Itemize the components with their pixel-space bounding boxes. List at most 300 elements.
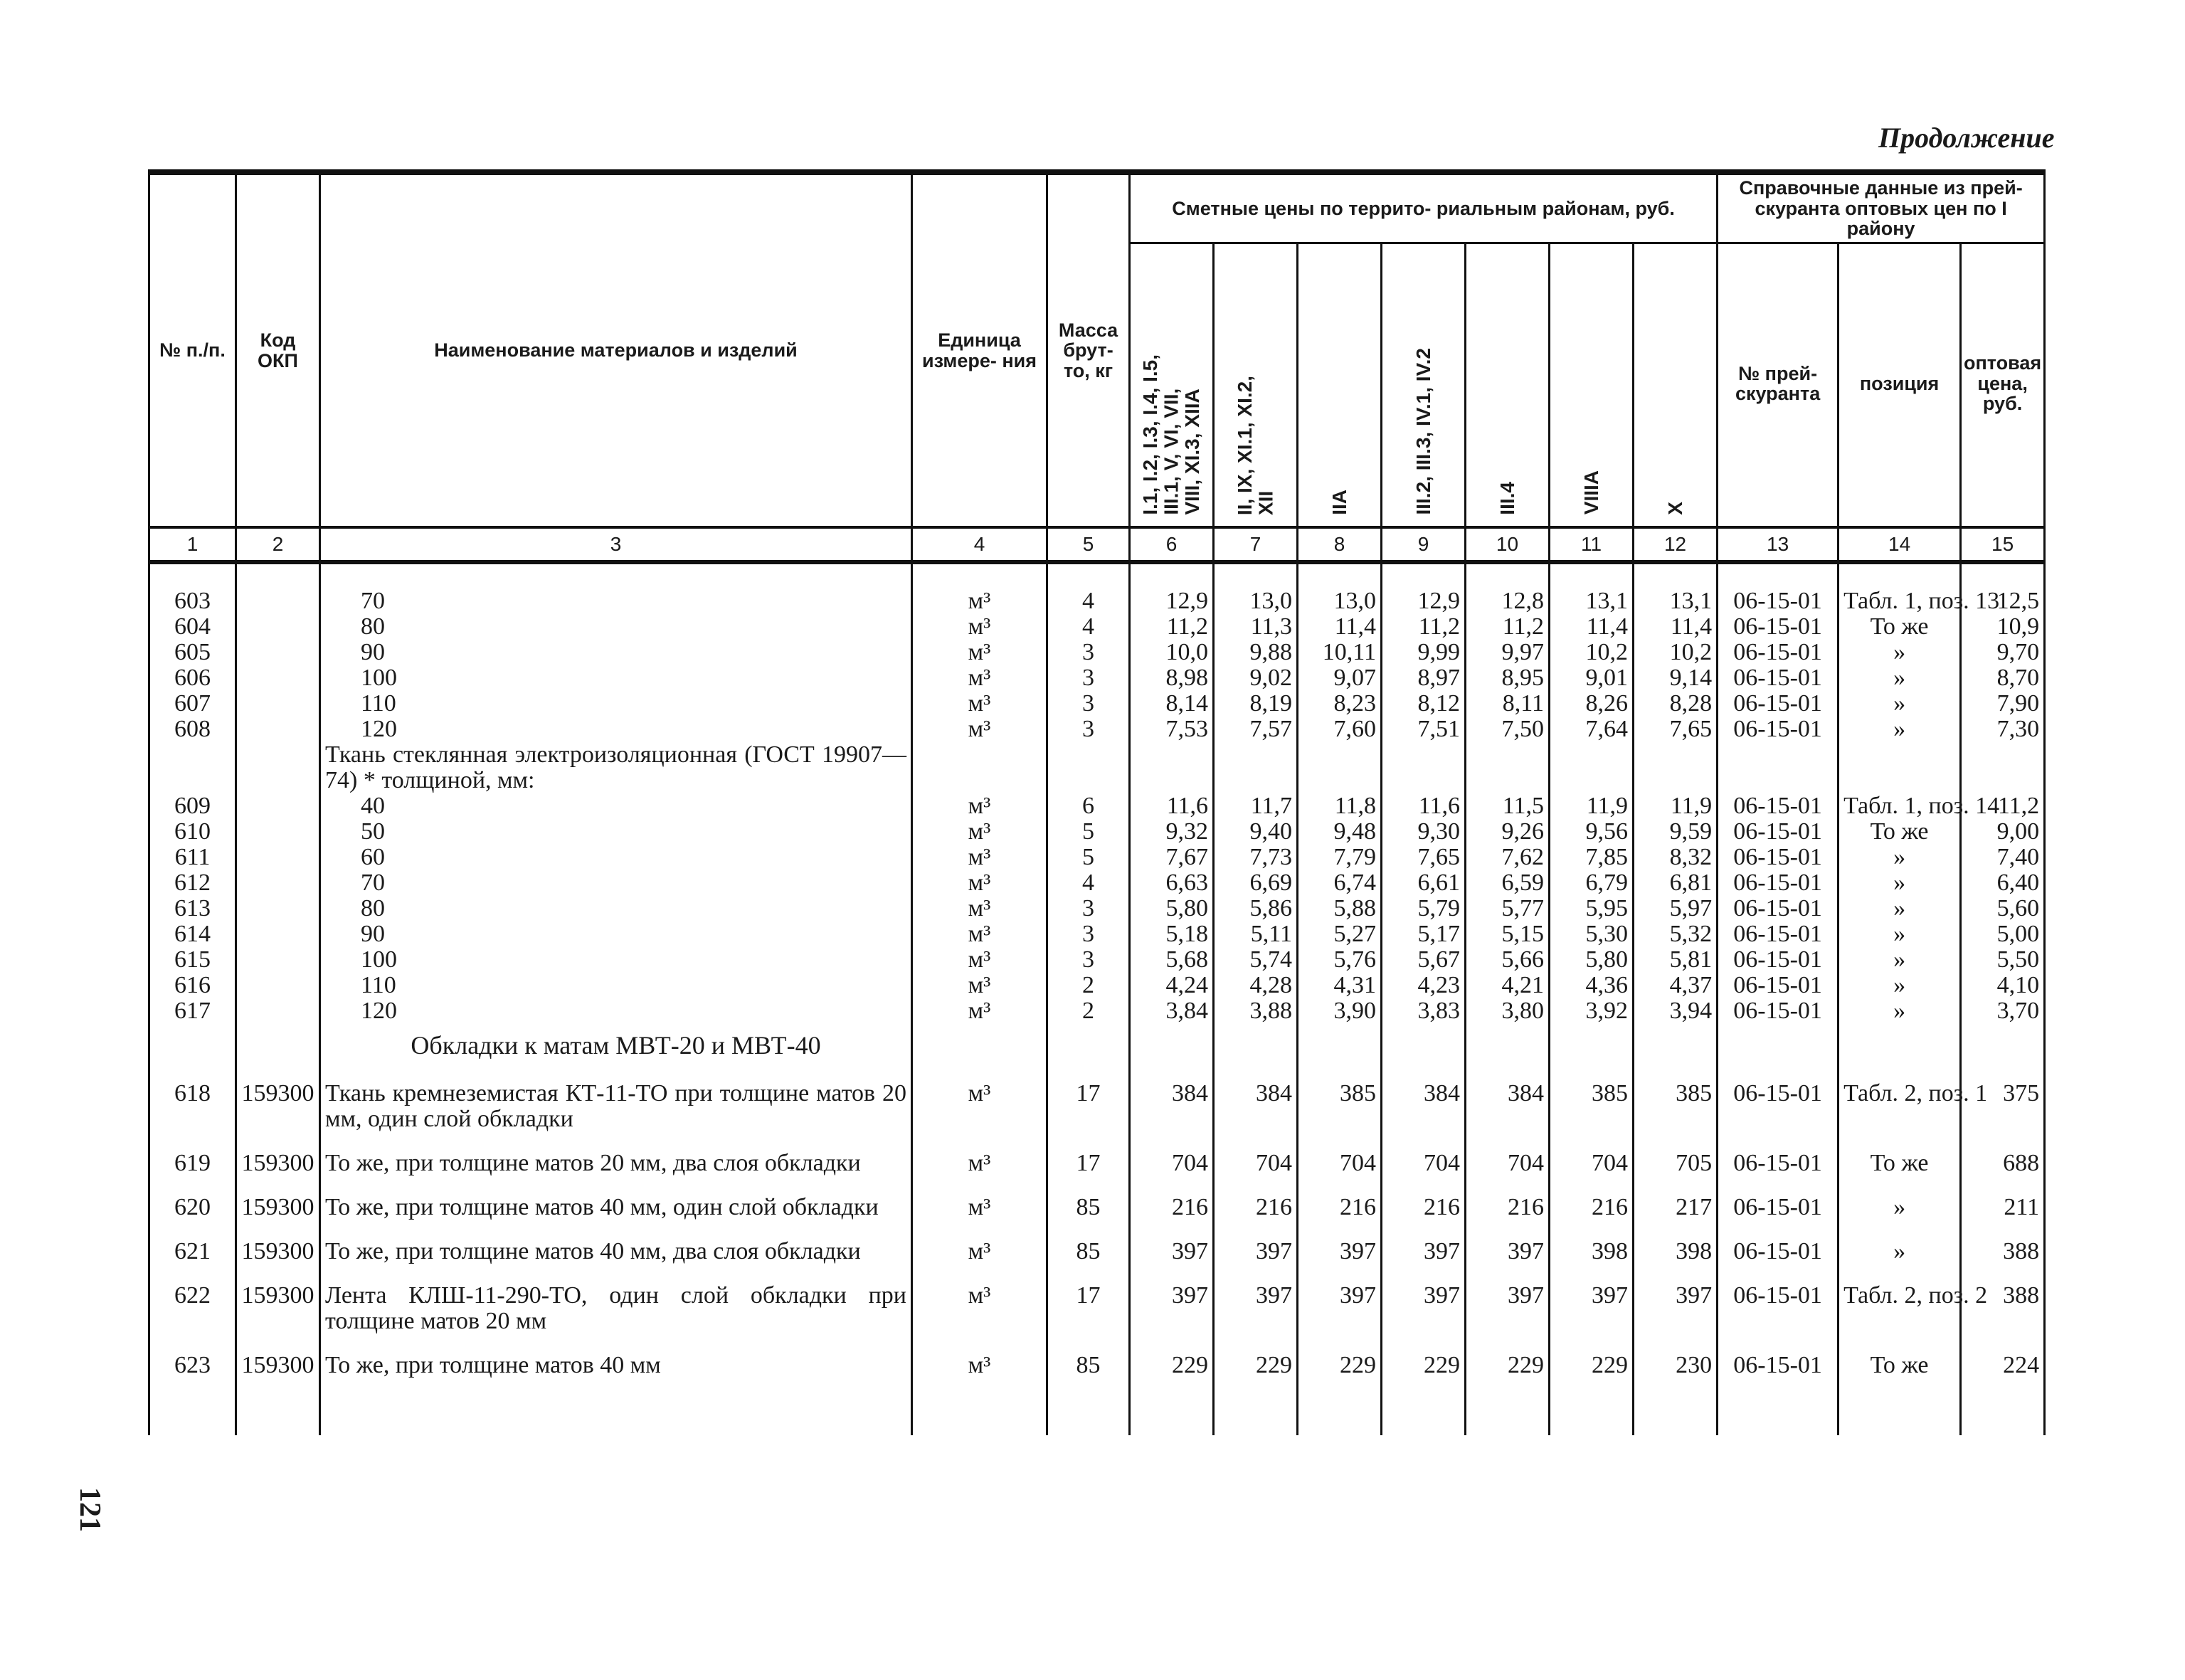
- column-number: 14: [1839, 527, 1961, 562]
- price-region-8: 216: [1298, 1176, 1382, 1220]
- price-region-9: 5,17: [1382, 921, 1466, 947]
- price-region-10: 6,59: [1466, 870, 1550, 896]
- row-number: 614: [149, 921, 236, 947]
- wholesale-price: 9,70: [1961, 640, 2045, 665]
- unit: м³: [912, 614, 1047, 640]
- price-region-10: 3,80: [1466, 998, 1550, 1024]
- price-region-9: 7,51: [1382, 717, 1466, 742]
- mass: 17: [1047, 1132, 1130, 1176]
- price-region-9: 8,97: [1382, 665, 1466, 691]
- price-region-7: 397: [1214, 1220, 1298, 1264]
- okp-code: [236, 614, 320, 640]
- okp-code: [236, 819, 320, 845]
- unit: м³: [912, 1176, 1047, 1220]
- wholesale-price: 7,30: [1961, 717, 2045, 742]
- position: »: [1839, 896, 1961, 921]
- material-name: Ткань кремнеземистая КТ-11-ТО при толщине матов 20 мм, один слой обкладки: [320, 1081, 912, 1132]
- price-region-6: 4,24: [1130, 973, 1214, 998]
- mass: 2: [1047, 998, 1130, 1024]
- header-region-col-12-text: X: [1663, 501, 1686, 515]
- okp-code: 159300: [236, 1132, 320, 1176]
- empty-cell: [1550, 742, 1634, 793]
- row-number: 608: [149, 717, 236, 742]
- price-region-9: 11,2: [1382, 614, 1466, 640]
- price-region-8: 5,76: [1298, 947, 1382, 973]
- price-region-10: 12,8: [1466, 562, 1550, 614]
- header-unit: Единица измере- ния: [912, 172, 1047, 527]
- wholesale-price: 224: [1961, 1334, 2045, 1435]
- price-region-9: 229: [1382, 1334, 1466, 1435]
- material-name: 60: [320, 845, 912, 870]
- header-region-col-12: [1634, 243, 1718, 528]
- wholesale-price: 7,40: [1961, 845, 2045, 870]
- pricelist-number: 06-15-01: [1718, 973, 1839, 998]
- empty-cell: [1466, 1024, 1550, 1081]
- header-region-col-7: [1214, 243, 1298, 528]
- position: »: [1839, 665, 1961, 691]
- price-region-6: 8,14: [1130, 691, 1214, 717]
- column-number: 11: [1550, 527, 1634, 562]
- price-region-6: 229: [1130, 1334, 1214, 1435]
- material-name: 100: [320, 665, 912, 691]
- price-region-9: 704: [1382, 1132, 1466, 1176]
- pricelist-number: 06-15-01: [1718, 793, 1839, 819]
- okp-code: [236, 717, 320, 742]
- price-region-12: 3,94: [1634, 998, 1718, 1024]
- price-region-6: 704: [1130, 1132, 1214, 1176]
- price-region-8: 5,88: [1298, 896, 1382, 921]
- empty-cell: [1214, 1024, 1298, 1081]
- column-number: 2: [236, 527, 320, 562]
- price-region-7: 13,0: [1214, 562, 1298, 614]
- table-row: [149, 1132, 2045, 1176]
- row-number: 619: [149, 1132, 236, 1176]
- okp-code: [236, 562, 320, 614]
- table-row: [149, 973, 2045, 998]
- price-region-11: 229: [1550, 1334, 1634, 1435]
- material-name: 50: [320, 819, 912, 845]
- price-region-7: 5,86: [1214, 896, 1298, 921]
- price-region-12: 6,81: [1634, 870, 1718, 896]
- mass: 2: [1047, 973, 1130, 998]
- unit: м³: [912, 665, 1047, 691]
- mass: 5: [1047, 845, 1130, 870]
- mass: 3: [1047, 717, 1130, 742]
- price-region-10: 384: [1466, 1081, 1550, 1132]
- wholesale-price: 8,70: [1961, 665, 2045, 691]
- price-region-9: 4,23: [1382, 973, 1466, 998]
- row-number: 611: [149, 845, 236, 870]
- price-region-6: 11,6: [1130, 793, 1214, 819]
- price-region-6: 5,18: [1130, 921, 1214, 947]
- empty-cell: [1718, 1024, 1839, 1081]
- group-heading: Ткань стеклянная электроизоляционная (ГОСТ 19907—74) * толщиной, мм:: [320, 742, 912, 793]
- price-region-10: 11,2: [1466, 614, 1550, 640]
- position: Табл. 2, поз. 2: [1839, 1264, 1961, 1334]
- price-region-6: 397: [1130, 1264, 1214, 1334]
- price-region-11: 10,2: [1550, 640, 1634, 665]
- price-region-8: 4,31: [1298, 973, 1382, 998]
- pricelist-number: 06-15-01: [1718, 1081, 1839, 1132]
- price-region-12: 9,14: [1634, 665, 1718, 691]
- price-region-11: 397: [1550, 1264, 1634, 1334]
- empty-cell: [1130, 742, 1214, 793]
- okp-code: 159300: [236, 1220, 320, 1264]
- okp-code: [236, 921, 320, 947]
- price-region-8: 397: [1298, 1220, 1382, 1264]
- price-region-10: 8,95: [1466, 665, 1550, 691]
- header-region-col-11: [1550, 243, 1634, 528]
- section-heading: Обкладки к матам МВТ-20 и МВТ-40: [320, 1024, 912, 1081]
- row-number: 617: [149, 998, 236, 1024]
- mass: 3: [1047, 691, 1130, 717]
- header-region-col-6: [1130, 243, 1214, 528]
- header-region-col-9-text: III.2, III.3, IV.1, IV.2: [1412, 348, 1434, 515]
- price-region-9: 12,9: [1382, 562, 1466, 614]
- section-heading-row: [149, 1024, 2045, 1081]
- price-region-12: 5,81: [1634, 947, 1718, 973]
- empty-cell: [1634, 742, 1718, 793]
- price-region-8: 229: [1298, 1334, 1382, 1435]
- price-region-7: 229: [1214, 1334, 1298, 1435]
- unit: м³: [912, 793, 1047, 819]
- price-region-9: 9,30: [1382, 819, 1466, 845]
- table-row: [149, 640, 2045, 665]
- header-wholesale-price: оптовая цена, руб.: [1961, 243, 2045, 528]
- price-region-12: 9,59: [1634, 819, 1718, 845]
- unit: м³: [912, 947, 1047, 973]
- wholesale-price: 5,60: [1961, 896, 2045, 921]
- wholesale-price: 388: [1961, 1264, 2045, 1334]
- empty-cell: [1839, 1024, 1961, 1081]
- price-region-7: 9,40: [1214, 819, 1298, 845]
- price-region-6: 5,80: [1130, 896, 1214, 921]
- position: »: [1839, 691, 1961, 717]
- header-region-col-9: [1382, 243, 1466, 528]
- material-name: То же, при толщине матов 20 мм, два слоя обкладки: [320, 1132, 912, 1176]
- material-name: 80: [320, 896, 912, 921]
- pricelist-number: 06-15-01: [1718, 921, 1839, 947]
- price-region-12: 10,2: [1634, 640, 1718, 665]
- price-region-11: 6,79: [1550, 870, 1634, 896]
- row-number: 623: [149, 1334, 236, 1435]
- unit: м³: [912, 845, 1047, 870]
- mass: 17: [1047, 1264, 1130, 1334]
- column-number: 13: [1718, 527, 1839, 562]
- price-region-11: 8,26: [1550, 691, 1634, 717]
- price-region-10: 397: [1466, 1264, 1550, 1334]
- pricelist-number: 06-15-01: [1718, 1176, 1839, 1220]
- mass: 85: [1047, 1220, 1130, 1264]
- page-number: 121: [73, 1487, 106, 1532]
- price-region-9: 5,67: [1382, 947, 1466, 973]
- price-region-7: 9,02: [1214, 665, 1298, 691]
- price-region-11: 4,36: [1550, 973, 1634, 998]
- table-row: [149, 793, 2045, 819]
- mass: 3: [1047, 921, 1130, 947]
- table-row: [149, 1264, 2045, 1334]
- empty-cell: [1214, 742, 1298, 793]
- table-row: [149, 896, 2045, 921]
- price-region-6: 397: [1130, 1220, 1214, 1264]
- price-region-8: 9,07: [1298, 665, 1382, 691]
- position: »: [1839, 1176, 1961, 1220]
- position: Табл. 2, поз. 1: [1839, 1081, 1961, 1132]
- price-table: [148, 169, 2046, 1435]
- unit: м³: [912, 921, 1047, 947]
- price-region-12: 7,65: [1634, 717, 1718, 742]
- header-reference-data-group: Справочные данные из прей- скуранта оптовых цен по I району: [1718, 172, 2045, 243]
- price-region-10: 9,97: [1466, 640, 1550, 665]
- pricelist-number: 06-15-01: [1718, 665, 1839, 691]
- empty-cell: [1718, 742, 1839, 793]
- price-region-8: 5,27: [1298, 921, 1382, 947]
- row-number: 620: [149, 1176, 236, 1220]
- table-row: [149, 1081, 2045, 1132]
- price-region-11: 9,01: [1550, 665, 1634, 691]
- empty-cell: [1047, 1024, 1130, 1081]
- pricelist-number: 06-15-01: [1718, 1334, 1839, 1435]
- empty-cell: [149, 742, 236, 793]
- mass: 3: [1047, 640, 1130, 665]
- price-region-8: 704: [1298, 1132, 1382, 1176]
- position: То же: [1839, 614, 1961, 640]
- wholesale-price: 211: [1961, 1176, 2045, 1220]
- empty-cell: [1382, 742, 1466, 793]
- price-region-11: 5,30: [1550, 921, 1634, 947]
- position: »: [1839, 640, 1961, 665]
- price-region-12: 11,4: [1634, 614, 1718, 640]
- header-position: позиция: [1839, 243, 1961, 528]
- price-region-8: 3,90: [1298, 998, 1382, 1024]
- price-region-6: 384: [1130, 1081, 1214, 1132]
- mass: 5: [1047, 819, 1130, 845]
- pricelist-number: 06-15-01: [1718, 640, 1839, 665]
- price-region-7: 3,88: [1214, 998, 1298, 1024]
- price-region-9: 384: [1382, 1081, 1466, 1132]
- continued-label: Продолжение: [1878, 122, 2055, 154]
- price-region-6: 7,53: [1130, 717, 1214, 742]
- price-region-9: 6,61: [1382, 870, 1466, 896]
- empty-cell: [149, 1024, 236, 1081]
- wholesale-price: 9,00: [1961, 819, 2045, 845]
- price-region-10: 5,77: [1466, 896, 1550, 921]
- position: То же: [1839, 1132, 1961, 1176]
- empty-cell: [1047, 742, 1130, 793]
- position: »: [1839, 947, 1961, 973]
- unit: м³: [912, 998, 1047, 1024]
- unit: м³: [912, 717, 1047, 742]
- pricelist-number: 06-15-01: [1718, 717, 1839, 742]
- pricelist-number: 06-15-01: [1718, 1264, 1839, 1334]
- wholesale-price: 388: [1961, 1220, 2045, 1264]
- okp-code: 159300: [236, 1176, 320, 1220]
- table-row: [149, 691, 2045, 717]
- wholesale-price: 5,50: [1961, 947, 2045, 973]
- position: То же: [1839, 819, 1961, 845]
- wholesale-price: 375: [1961, 1081, 2045, 1132]
- material-name: То же, при толщине матов 40 мм, один слой обкладки: [320, 1176, 912, 1220]
- position: Табл. 1, поз. 13: [1839, 562, 1961, 614]
- price-region-11: 216: [1550, 1176, 1634, 1220]
- row-number: 613: [149, 896, 236, 921]
- unit: м³: [912, 562, 1047, 614]
- price-region-12: 8,32: [1634, 845, 1718, 870]
- material-name: 110: [320, 973, 912, 998]
- price-region-10: 8,11: [1466, 691, 1550, 717]
- empty-cell: [912, 742, 1047, 793]
- row-number: 603: [149, 562, 236, 614]
- price-region-7: 9,88: [1214, 640, 1298, 665]
- price-region-9: 11,6: [1382, 793, 1466, 819]
- mass: 3: [1047, 947, 1130, 973]
- price-region-7: 11,3: [1214, 614, 1298, 640]
- table-row: [149, 665, 2045, 691]
- price-region-10: 7,62: [1466, 845, 1550, 870]
- unit: м³: [912, 973, 1047, 998]
- position: То же: [1839, 1334, 1961, 1435]
- price-region-8: 9,48: [1298, 819, 1382, 845]
- okp-code: [236, 845, 320, 870]
- header-mass: Масса брут- то, кг: [1047, 172, 1130, 527]
- price-region-8: 7,79: [1298, 845, 1382, 870]
- unit: м³: [912, 1264, 1047, 1334]
- price-region-9: 397: [1382, 1220, 1466, 1264]
- price-region-7: 384: [1214, 1081, 1298, 1132]
- position: »: [1839, 717, 1961, 742]
- column-number: 9: [1382, 527, 1466, 562]
- price-region-11: 398: [1550, 1220, 1634, 1264]
- price-region-8: 8,23: [1298, 691, 1382, 717]
- price-region-7: 6,69: [1214, 870, 1298, 896]
- unit: м³: [912, 1081, 1047, 1132]
- empty-cell: [1298, 742, 1382, 793]
- pricelist-number: 06-15-01: [1718, 562, 1839, 614]
- header-region-prices-group: Сметные цены по террито- риальным районам, руб.: [1130, 172, 1718, 243]
- table-row: [149, 562, 2045, 614]
- price-region-11: 5,95: [1550, 896, 1634, 921]
- price-region-11: 385: [1550, 1081, 1634, 1132]
- row-number: 610: [149, 819, 236, 845]
- price-region-10: 5,66: [1466, 947, 1550, 973]
- table-row: [149, 614, 2045, 640]
- price-region-10: 9,26: [1466, 819, 1550, 845]
- wholesale-price: 7,90: [1961, 691, 2045, 717]
- price-region-11: 5,80: [1550, 947, 1634, 973]
- header-pricelist-number: № прей- скуранта: [1718, 243, 1839, 528]
- price-region-8: 397: [1298, 1264, 1382, 1334]
- position: Табл. 1, поз. 14: [1839, 793, 1961, 819]
- row-number: 615: [149, 947, 236, 973]
- price-region-7: 4,28: [1214, 973, 1298, 998]
- price-region-12: 13,1: [1634, 562, 1718, 614]
- price-region-6: 7,67: [1130, 845, 1214, 870]
- price-region-7: 11,7: [1214, 793, 1298, 819]
- material-name: 120: [320, 717, 912, 742]
- unit: м³: [912, 819, 1047, 845]
- position: »: [1839, 973, 1961, 998]
- header-region-col-8-text: IIA: [1328, 489, 1350, 515]
- price-region-6: 3,84: [1130, 998, 1214, 1024]
- price-region-8: 385: [1298, 1081, 1382, 1132]
- price-region-11: 11,9: [1550, 793, 1634, 819]
- material-name: 90: [320, 640, 912, 665]
- unit: м³: [912, 1220, 1047, 1264]
- wholesale-price: 10,9: [1961, 614, 2045, 640]
- price-region-12: 397: [1634, 1264, 1718, 1334]
- okp-code: [236, 640, 320, 665]
- price-region-6: 11,2: [1130, 614, 1214, 640]
- column-number: 8: [1298, 527, 1382, 562]
- empty-cell: [1298, 1024, 1382, 1081]
- position: »: [1839, 1220, 1961, 1264]
- price-region-9: 216: [1382, 1176, 1466, 1220]
- header-region-col-10-text: III.4: [1496, 481, 1518, 515]
- table-row: [149, 947, 2045, 973]
- wholesale-price: 4,10: [1961, 973, 2045, 998]
- position: »: [1839, 921, 1961, 947]
- price-region-9: 8,12: [1382, 691, 1466, 717]
- okp-code: [236, 947, 320, 973]
- row-number: 622: [149, 1264, 236, 1334]
- price-region-9: 9,99: [1382, 640, 1466, 665]
- row-number: 621: [149, 1220, 236, 1264]
- okp-code: [236, 665, 320, 691]
- price-region-12: 230: [1634, 1334, 1718, 1435]
- wholesale-price: 11,2: [1961, 793, 2045, 819]
- pricelist-number: 06-15-01: [1718, 1132, 1839, 1176]
- wholesale-price: 6,40: [1961, 870, 2045, 896]
- price-region-12: 8,28: [1634, 691, 1718, 717]
- column-number: 7: [1214, 527, 1298, 562]
- material-name: 70: [320, 562, 912, 614]
- okp-code: [236, 793, 320, 819]
- header-okp-code: Код ОКП: [236, 172, 320, 527]
- material-name: То же, при толщине матов 40 мм, два слоя обкладки: [320, 1220, 912, 1264]
- price-region-9: 3,83: [1382, 998, 1466, 1024]
- table-body: [149, 562, 2045, 1435]
- price-region-6: 12,9: [1130, 562, 1214, 614]
- okp-code: [236, 691, 320, 717]
- material-name: 100: [320, 947, 912, 973]
- material-name: 40: [320, 793, 912, 819]
- price-region-8: 11,4: [1298, 614, 1382, 640]
- column-number: 6: [1130, 527, 1214, 562]
- unit: м³: [912, 640, 1047, 665]
- material-name: 90: [320, 921, 912, 947]
- column-number: 1: [149, 527, 236, 562]
- empty-cell: [1839, 742, 1961, 793]
- okp-code: 159300: [236, 1334, 320, 1435]
- table-row: [149, 1176, 2045, 1220]
- column-number: 3: [320, 527, 912, 562]
- header-region-col-10: [1466, 243, 1550, 528]
- column-number: 12: [1634, 527, 1718, 562]
- price-region-8: 13,0: [1298, 562, 1382, 614]
- mass: 4: [1047, 562, 1130, 614]
- mass: 17: [1047, 1081, 1130, 1132]
- mass: 85: [1047, 1176, 1130, 1220]
- price-region-10: 229: [1466, 1334, 1550, 1435]
- pricelist-number: 06-15-01: [1718, 896, 1839, 921]
- column-number: 4: [912, 527, 1047, 562]
- price-region-7: 704: [1214, 1132, 1298, 1176]
- unit: м³: [912, 896, 1047, 921]
- material-name: 110: [320, 691, 912, 717]
- pricelist-number: 06-15-01: [1718, 870, 1839, 896]
- empty-cell: [236, 1024, 320, 1081]
- price-region-11: 704: [1550, 1132, 1634, 1176]
